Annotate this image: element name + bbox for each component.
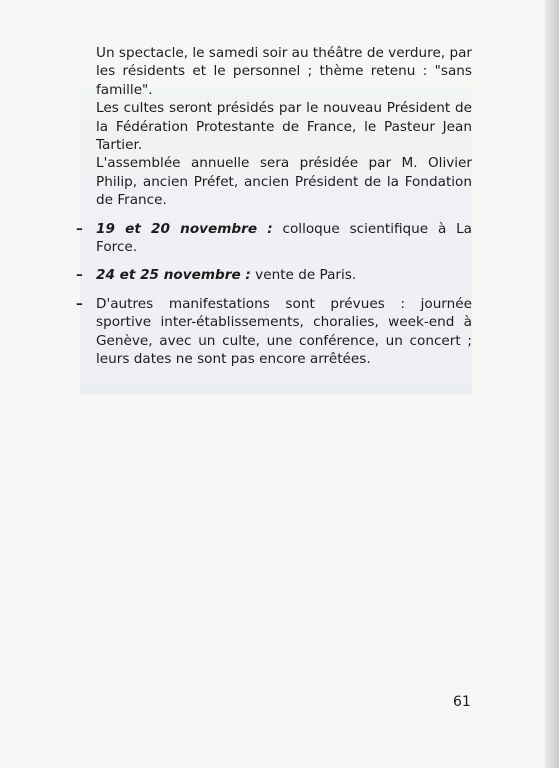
paragraph-spectacle: Un spectacle, le samedi soir au théâtre de verdure, par les résidents et le personnel ; thème retenu : "sans famille". <box>96 45 473 98</box>
dash-marker: – <box>76 267 83 284</box>
dash-marker: – <box>76 220 83 237</box>
paragraph-assemblee: L'assemblée annuelle sera présidée par M. Olivier Philip, ancien Préfet, ancien Président de la Fondation de France. <box>96 155 472 209</box>
page-number: 61 <box>453 694 471 710</box>
date-label: 24 et 25 novembre : <box>96 267 251 284</box>
item-text: D'autres manifestations sont prévues : journée sportive inter-établissements, choralies, week-end à Genève, avec un culte, une conférence, un concert ; leurs dates ne sont pas encore arrêtées. <box>96 295 472 368</box>
text-block <box>76 44 473 369</box>
paragraph-cultes: Les cultes seront présidés par le nouveau Président de la Fédération Protestante de France, le Pasteur Jean Tartier. <box>96 100 472 154</box>
list-item-manifestations <box>76 295 472 369</box>
item-text: colloque scientifique à La Force. <box>96 220 472 256</box>
page-edge <box>545 0 559 768</box>
date-label: 19 et 20 novembre : <box>96 220 273 237</box>
list-item-colloque <box>76 220 472 257</box>
list-item-vente <box>76 266 472 284</box>
dash-marker: – <box>76 295 83 312</box>
item-text: vente de Paris. <box>250 267 357 284</box>
